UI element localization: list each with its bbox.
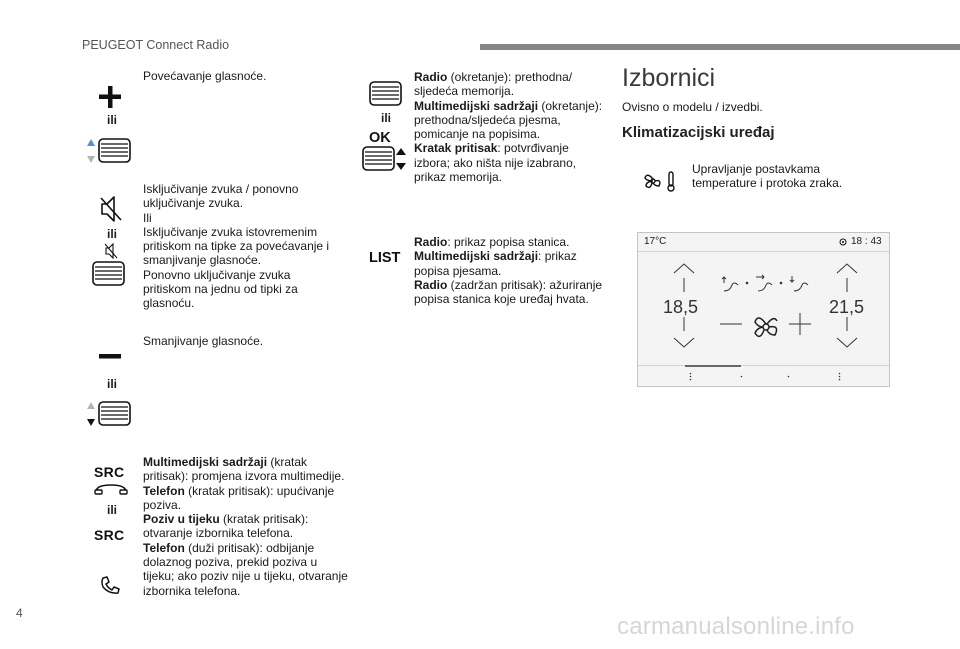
fan-decrease-button[interactable] (720, 323, 742, 325)
or-label: ili (106, 503, 117, 517)
fan-increase-button[interactable] (789, 313, 811, 335)
volume-down-text: Smanjivanje glasnoće. (143, 334, 264, 348)
screen-bottom-bar (638, 365, 889, 386)
wheel-down-icon (86, 401, 132, 427)
src-label: SRC (94, 464, 125, 480)
menu-dot-icon[interactable] (740, 375, 743, 378)
mute-icon (99, 195, 123, 223)
mute-small-icon (104, 243, 118, 259)
wheel-up-icon (86, 138, 132, 164)
subtitle: Ovisno o modelu / izvedbi. (622, 100, 763, 114)
left-temp-up-button[interactable] (672, 263, 696, 275)
ok-label: OK (369, 130, 391, 146)
right-temp-up-button[interactable] (835, 263, 859, 275)
wheel-icon (369, 81, 403, 107)
menu-dot-icon[interactable] (787, 375, 790, 378)
climate-screen (637, 232, 890, 387)
or-label: ili (106, 377, 117, 391)
outside-temperature: 17°C (644, 236, 667, 247)
list-text: Radio: prikaz popisa stanica. Multimedijski sadržaji: prikaz popisa pjesama. Radio (zadržan pritisak): ažuriranje popisa stanica koje uređaj hvata. (414, 235, 603, 307)
climate-icon (643, 170, 679, 192)
minus-icon (98, 353, 122, 361)
running-header: PEUGEOT Connect Radio (82, 38, 230, 52)
right-temp-down-button[interactable] (835, 337, 859, 349)
header-bar (480, 44, 960, 50)
section-title: Izbornici (622, 64, 716, 92)
right-temp-scale (846, 278, 848, 292)
watermark: carmanualsonline.info (617, 613, 855, 640)
mute-text: Isključivanje zvuka / ponovno uključivanje zvuka. Ili Isključivanje zvuka istovremenim pritiskom na tipke za povećavanje i smanjivanje glasnoće. Ponovno uključivanje zvuka pritiskom na jednu od tipki za glasnoću. (143, 182, 330, 311)
menu-dots-icon[interactable] (689, 372, 692, 381)
or-label: ili (106, 113, 117, 127)
page-number: 4 (16, 606, 23, 620)
menu-dots-icon[interactable] (838, 372, 841, 381)
air-distribution-icon[interactable] (720, 273, 816, 293)
left-temp-down-button[interactable] (672, 337, 696, 349)
right-temp-scale (846, 317, 848, 331)
fan-icon[interactable] (752, 313, 780, 341)
src-text: Multimedijski sadržaji (kratak pritisak): promjena izvora multimedije. Telefon (kratak pritisak): upućivanje poziva. Poziv u tijeku (kratak pritisak): otvaranje izbornika telefona. Telefon (duži pritisak): odbijanje dolaznog poziva, prekid poziva u tijeku; ako poziv nije u tijeku, otvaranje izbornika telefona. (143, 455, 348, 598)
phone-icon (93, 482, 129, 496)
active-tab-indicator (685, 365, 741, 368)
or-label: ili (106, 227, 117, 241)
screen-status-bar (638, 233, 889, 252)
wheel-press-icon (362, 146, 408, 172)
phone-handset-icon (99, 575, 121, 597)
or-label: ili (380, 111, 391, 125)
wheel-icon (92, 261, 126, 287)
plus-icon (97, 84, 123, 110)
list-label: LIST (369, 250, 401, 266)
volume-up-text: Povećavanje glasnoće. (143, 69, 267, 83)
climate-desc: Upravljanje postavkama temperature i protoka zraka. (692, 162, 843, 191)
clock: 18 : 43 (851, 236, 882, 247)
left-temperature: 18,5 (663, 297, 699, 317)
left-temp-scale (683, 317, 685, 331)
left-temp-scale (683, 278, 685, 292)
gps-icon (839, 238, 847, 246)
src-label: SRC (94, 527, 125, 543)
right-temperature: 21,5 (829, 297, 865, 317)
climate-heading: Klimatizacijski uređaj (622, 124, 775, 141)
rotate-text: Radio (okretanje): prethodna/ sljedeća memorija. Multimedijski sadržaji (okretanje): prethodna/sljedeća pjesma, pomicanje na popisima. Kratak pritisak: potvrđivanje izbora; ako ništa nije izabrano, prikaz memorija. (414, 70, 603, 185)
